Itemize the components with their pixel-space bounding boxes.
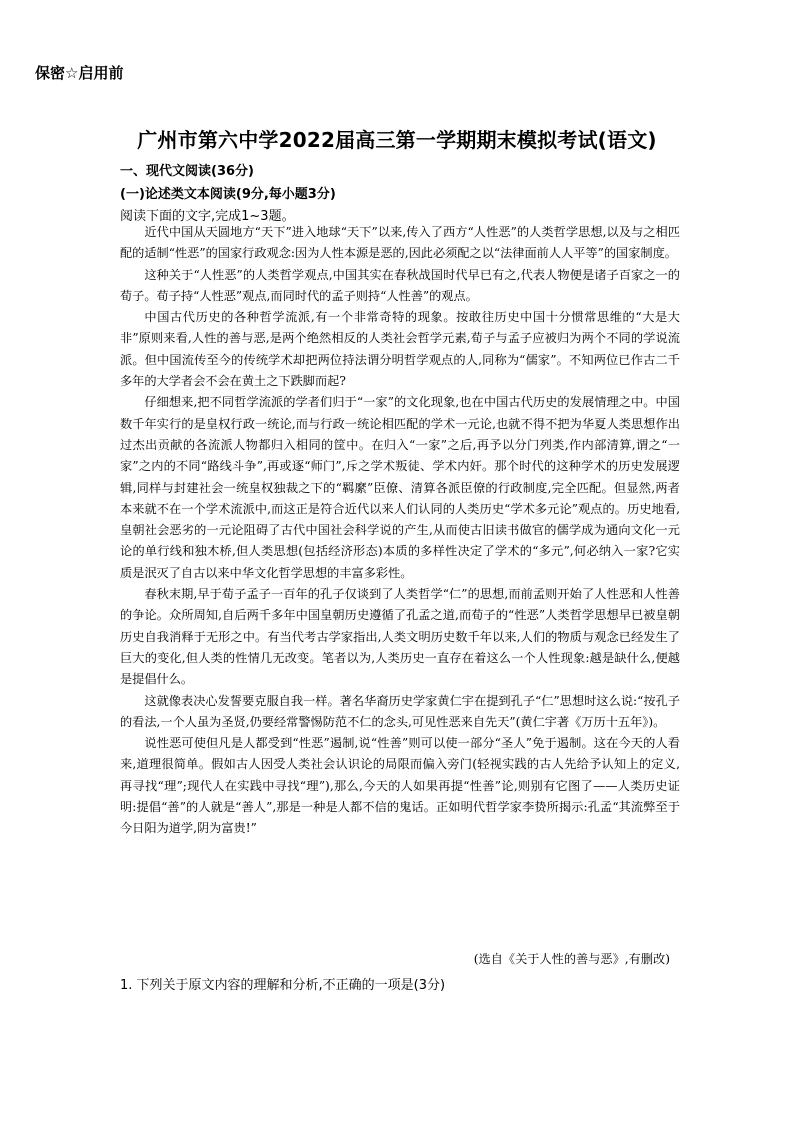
reading-instruction: 阅读下面的文字,完成1~3题。	[120, 209, 295, 224]
article-paragraph: 这种关于“人性恶”的人类哲学观点,中国其实在春秋战国时代早已有之,代表人物便是诸子百家之一的荀子。荀子持“人性恶”观点,而同时代的孟子则持“人性善”的观点。	[120, 267, 680, 303]
section-heading: 一、现代文阅读(36分)	[120, 164, 254, 179]
article-body	[120, 222, 680, 840]
article-paragraph: 春秋末期,早于荀子孟子一百年的孔子仅谈到了人类哲学“仁”的思想,而前孟则开始了人性恶和人性善的争论。众所周知,自后两千多年中国皇朝历史遵循了孔孟之道,而荀子的“性恶”人类哲学思想早已被皇朝历史自我消释于无形之中。有当代考古学家指出,人类文明历史数千年以来,人们的物质与观念已经发生了巨大的变化,但人类的性情几无改变。笔者以为,人类历史一直存在着这么一个人性现象:越是缺什么,便越是提倡什么。	[120, 587, 680, 687]
article-paragraph: 仔细想来,把不同哲学流派的学者们归于“一家”的文化现象,也在中国古代历史的发展情理之中。中国数千年实行的是皇权行政一统论,而与行政一统论相匹配的学术一元论,也就不得不把为华夏人类思想作出过杰出贡献的各流派人物都归入相同的筐中。在归入“一家”之后,再予以分门列类,作内部清算,谓之“一家”之内的不同“路线斗争”,再或逐“师门”,斥之学术叛徒、学术内奸。那个时代的这种学术的历史发展逻辑,同样与封建社会一统皇权独裁之下的“羁縻”臣僚、清算各派臣僚的行政制度,完全匹配。但显然,两者本来就不在一个学术流派中,而这正是符合近代以来人们认同的人类历史“学术多元论”观点的。历史地看,皇朝社会恶劣的一元论阻碍了古代中国社会科学说的产生,从而使古旧读书做官的儒学成为通向文化一元论的单行线和独木桥,但人类思想(包括经济形态)本质的多样性决定了学术的“多元”,何必纳入一家?它实质是泯灭了自古以来中华文化哲学思想的丰富多彩性。	[120, 395, 680, 580]
article-paragraph: 近代中国从天圆地方“天下”进入地球“天下”以来,传入了西方“人性恶”的人类哲学思想,以及与之相匹配的适制“性恶”的国家行政观念:因为人性本源是恶的,因此必须配之以“法律面前人人平等”的国家制度。	[120, 225, 680, 261]
article-paragraph: 说性恶可使但凡是人都受到“性恶”遏制,说“性善”则可以使一部分“圣人”免于遏制。这在今天的人看来,道理很简单。假如古人因受人类社会认识论的局限而偏入旁门(轻视实践的古人先给予认知上的定义,再寻找“理”;现代人在实践中寻找“理”),那么,今天的人如果再提“性善”论,则别有它图了——人类历史证明:提倡“善”的人就是“善人”,那是一种是人都不信的鬼话。正如明代哲学家李贽所揭示:孔孟“其流弊至于今日阳为道学,阴为富贵!”	[120, 736, 680, 836]
confidential-label: 保密☆启用前	[35, 64, 124, 82]
article-paragraph: 这就像表决心发誓要克服自我一样。著名华裔历史学家黄仁宇在提到孔子“仁”思想时这么说:“按孔子的看法,一个人虽为圣贤,仍要经常警惕防范不仁的念头,可见性恶来自先天”(黄仁宇著《万历十五年》)。	[120, 693, 680, 729]
exam-title: 广州市第六中学2022届高三第一学期期末模拟考试(语文)	[137, 128, 657, 152]
article-source: (选自《关于人性的善与恶》,有删改)	[473, 952, 670, 966]
subsection-heading: (一)论述类文本阅读(9分,每小题3分)	[120, 187, 336, 202]
question-1: 1. 下列关于原文内容的理解和分析,不正确的一项是(3分)	[120, 978, 446, 993]
article-paragraph: 中国古代历史的各种哲学流派,有一个非常奇特的现象。按敢往历史中国十分惯常思维的“大是大非”原则来看,人性的善与恶,是两个绝然相反的人类社会哲学元素,荀子与孟子应被归为两个不同的学说流派。但中国流传至今的传统学术却把两位持法谓分明哲学观点的人,同称为“儒家”。不知两位已作古二千多年的大学者会不会在黄土之下跌脚而起?	[120, 310, 680, 389]
